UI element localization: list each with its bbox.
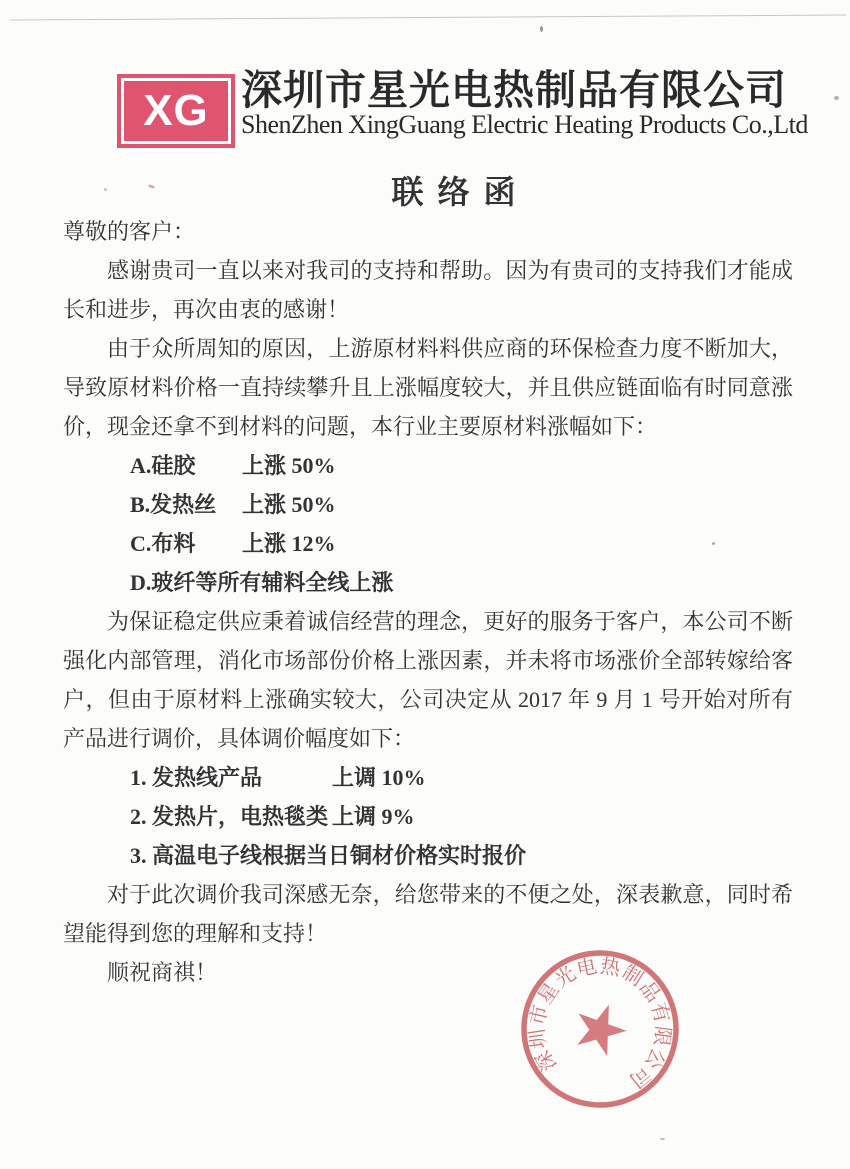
- adjustment-item: [130, 758, 793, 797]
- material-item: [130, 485, 793, 524]
- material-value: 上涨 50%: [242, 453, 336, 478]
- seal-star-icon: [568, 996, 633, 1059]
- closing-wish: 顺祝商祺！: [107, 960, 218, 985]
- material-increase-list: [63, 446, 793, 602]
- paragraph-policy: 为保证稳定供应秉着诚信经营的理念，更好的服务于客户，本公司不断强化内部管理，消化市场部份价格上涨因素，并未将市场涨价全部转嫁给客户，但由于原材料上涨确实较大，公司决定从 2017 年 9 月 1 号开始对所有产品进行调价，具体调价幅度如下：: [63, 609, 793, 751]
- letter-body: [63, 212, 793, 992]
- paragraph-reason: 由于众所周知的原因，上游原材料料供应商的环保检查力度不断加大，导致原材料价格一直持续攀升且上涨幅度较大，并且供应链面临有时同意涨价，现金还拿不到材料的问题，本行业主要原材料涨幅如下：: [63, 336, 793, 439]
- seal-text: 深圳市星光电热制品有限公司: [526, 955, 674, 1093]
- letterhead: [117, 67, 808, 148]
- company-name-en: ShenZhen XingGuang Electric Heating Products Co.,Ltd: [241, 110, 808, 140]
- material-item: [130, 563, 793, 602]
- adjustment-item: [130, 836, 793, 875]
- material-label: D.玻纤等所有辅料全线上涨: [130, 570, 394, 595]
- paragraph-apology: 对于此次调价我司深感无奈，给您带来的不便之处，深表歉意，同时希望能得到您的理解和支持！: [63, 882, 793, 946]
- scan-speck: [540, 26, 543, 32]
- material-value: 上涨 50%: [242, 492, 336, 517]
- company-name-cn: 深圳市星光电热制品有限公司: [241, 67, 787, 113]
- scan-speck: [834, 96, 839, 100]
- price-adjustment-list: [63, 758, 793, 875]
- scan-speck: [660, 1138, 665, 1140]
- adjustment-label: 3. 高温电子线根据当日铜材价格实时报价: [130, 843, 527, 868]
- material-label: C.布料: [130, 531, 196, 556]
- adjustment-item: [130, 797, 793, 836]
- material-item: [130, 446, 793, 485]
- company-name-block: [241, 66, 808, 138]
- adjustment-label: 1. 发热线产品: [130, 765, 263, 790]
- adjustment-label: 2. 发热片，电热毯类: [130, 804, 329, 829]
- logo-monogram: XG: [143, 86, 209, 135]
- company-logo: [117, 74, 235, 148]
- company-seal-stamp: [516, 945, 684, 1113]
- salutation: 尊敬的客户：: [63, 219, 196, 244]
- logo-box: [124, 81, 228, 141]
- adjustment-value: 上调 9%: [332, 804, 415, 829]
- paragraph-thanks: 感谢贵司一直以来对我司的支持和帮助。因为有贵司的支持我们才能成长和进步，再次由衷的感谢！: [63, 258, 793, 322]
- material-item: [130, 524, 793, 563]
- scan-artifact-line: [10, 14, 846, 20]
- adjustment-value: 上调 10%: [332, 765, 426, 790]
- material-value: 上涨 12%: [242, 531, 336, 556]
- material-label: A.硅胶: [130, 453, 196, 478]
- material-label: B.发热丝: [130, 492, 217, 517]
- document-title: 联 络 函: [391, 174, 519, 210]
